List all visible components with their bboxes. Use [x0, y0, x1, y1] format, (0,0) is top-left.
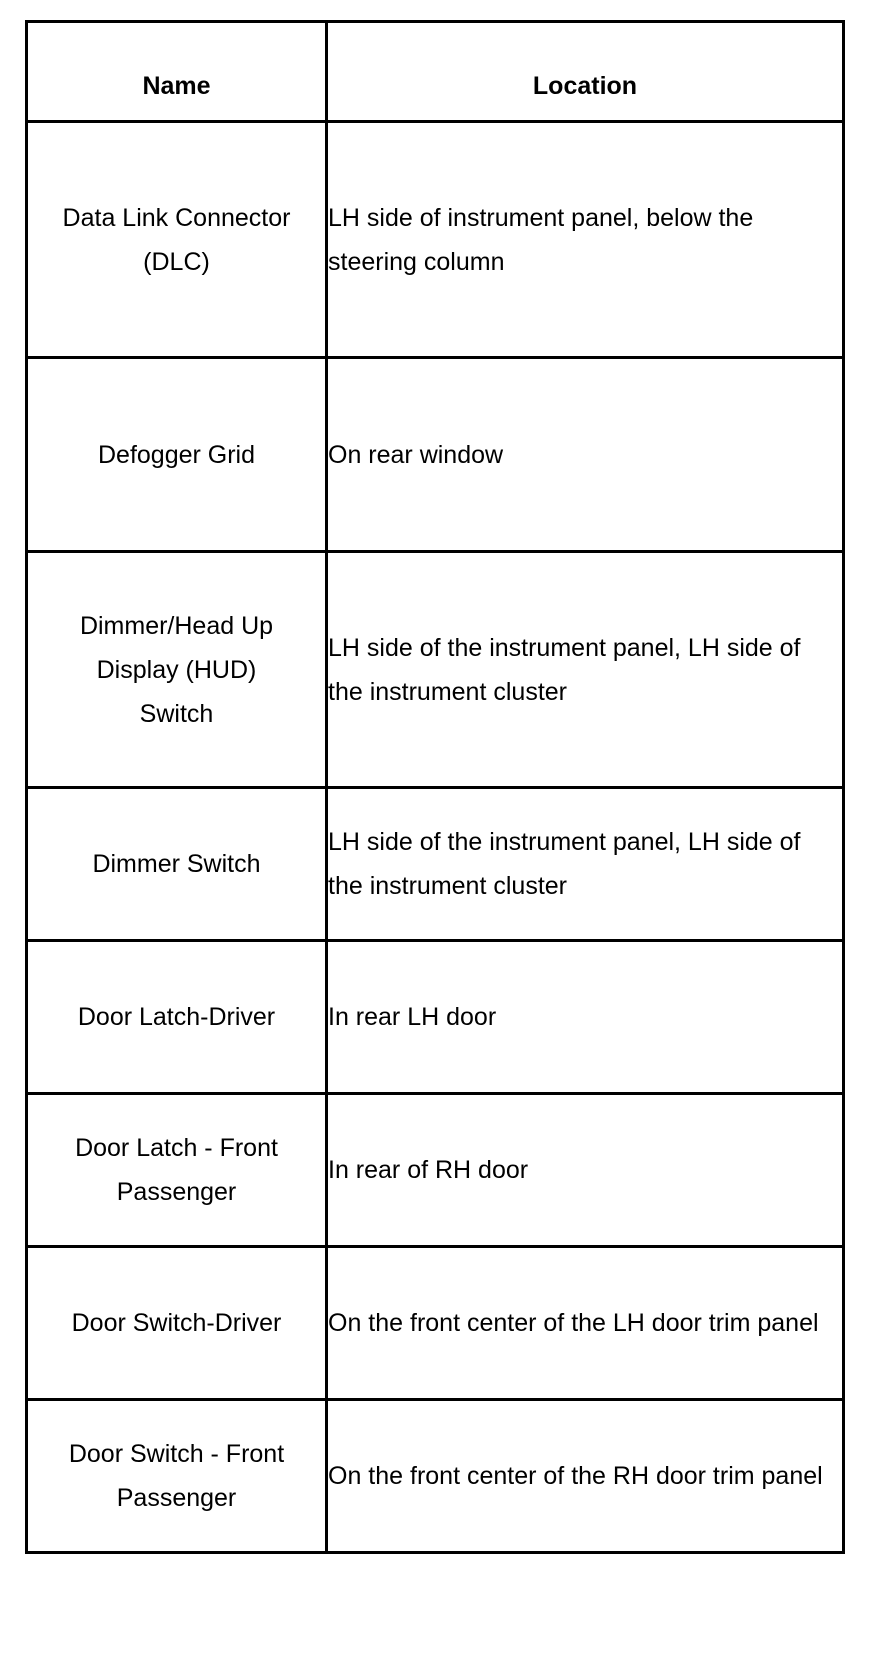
table-row: [27, 941, 844, 1094]
component-location: LH side of the instrument panel, LH side of the instrument cluster: [327, 788, 844, 941]
component-name: Defogger Grid: [27, 358, 327, 552]
column-header-location: Location: [327, 22, 844, 122]
column-header-name: Name: [27, 22, 327, 122]
component-name: Door Latch-Driver: [27, 941, 327, 1094]
component-location-table: [25, 20, 845, 1554]
component-name: Dimmer Switch: [27, 788, 327, 941]
component-location: In rear of RH door: [327, 1094, 844, 1247]
table-row: [27, 1247, 844, 1400]
component-name: Door Switch-Driver: [27, 1247, 327, 1400]
table-row: [27, 122, 844, 358]
component-location: LH side of the instrument panel, LH side of the instrument cluster: [327, 552, 844, 788]
table-row: [27, 552, 844, 788]
table-row: [27, 1400, 844, 1553]
component-location: On the front center of the LH door trim panel: [327, 1247, 844, 1400]
component-location: LH side of instrument panel, below the steering column: [327, 122, 844, 358]
header-row: [27, 22, 844, 122]
component-name: Dimmer/Head Up Display (HUD) Switch: [27, 552, 327, 788]
component-location: On rear window: [327, 358, 844, 552]
component-location: In rear LH door: [327, 941, 844, 1094]
component-name: Door Switch - Front Passenger: [27, 1400, 327, 1553]
table-row: [27, 788, 844, 941]
table-row: [27, 1094, 844, 1247]
component-name: Door Latch - Front Passenger: [27, 1094, 327, 1247]
component-name: Data Link Connector (DLC): [27, 122, 327, 358]
component-location: On the front center of the RH door trim panel: [327, 1400, 844, 1553]
table-row: [27, 358, 844, 552]
